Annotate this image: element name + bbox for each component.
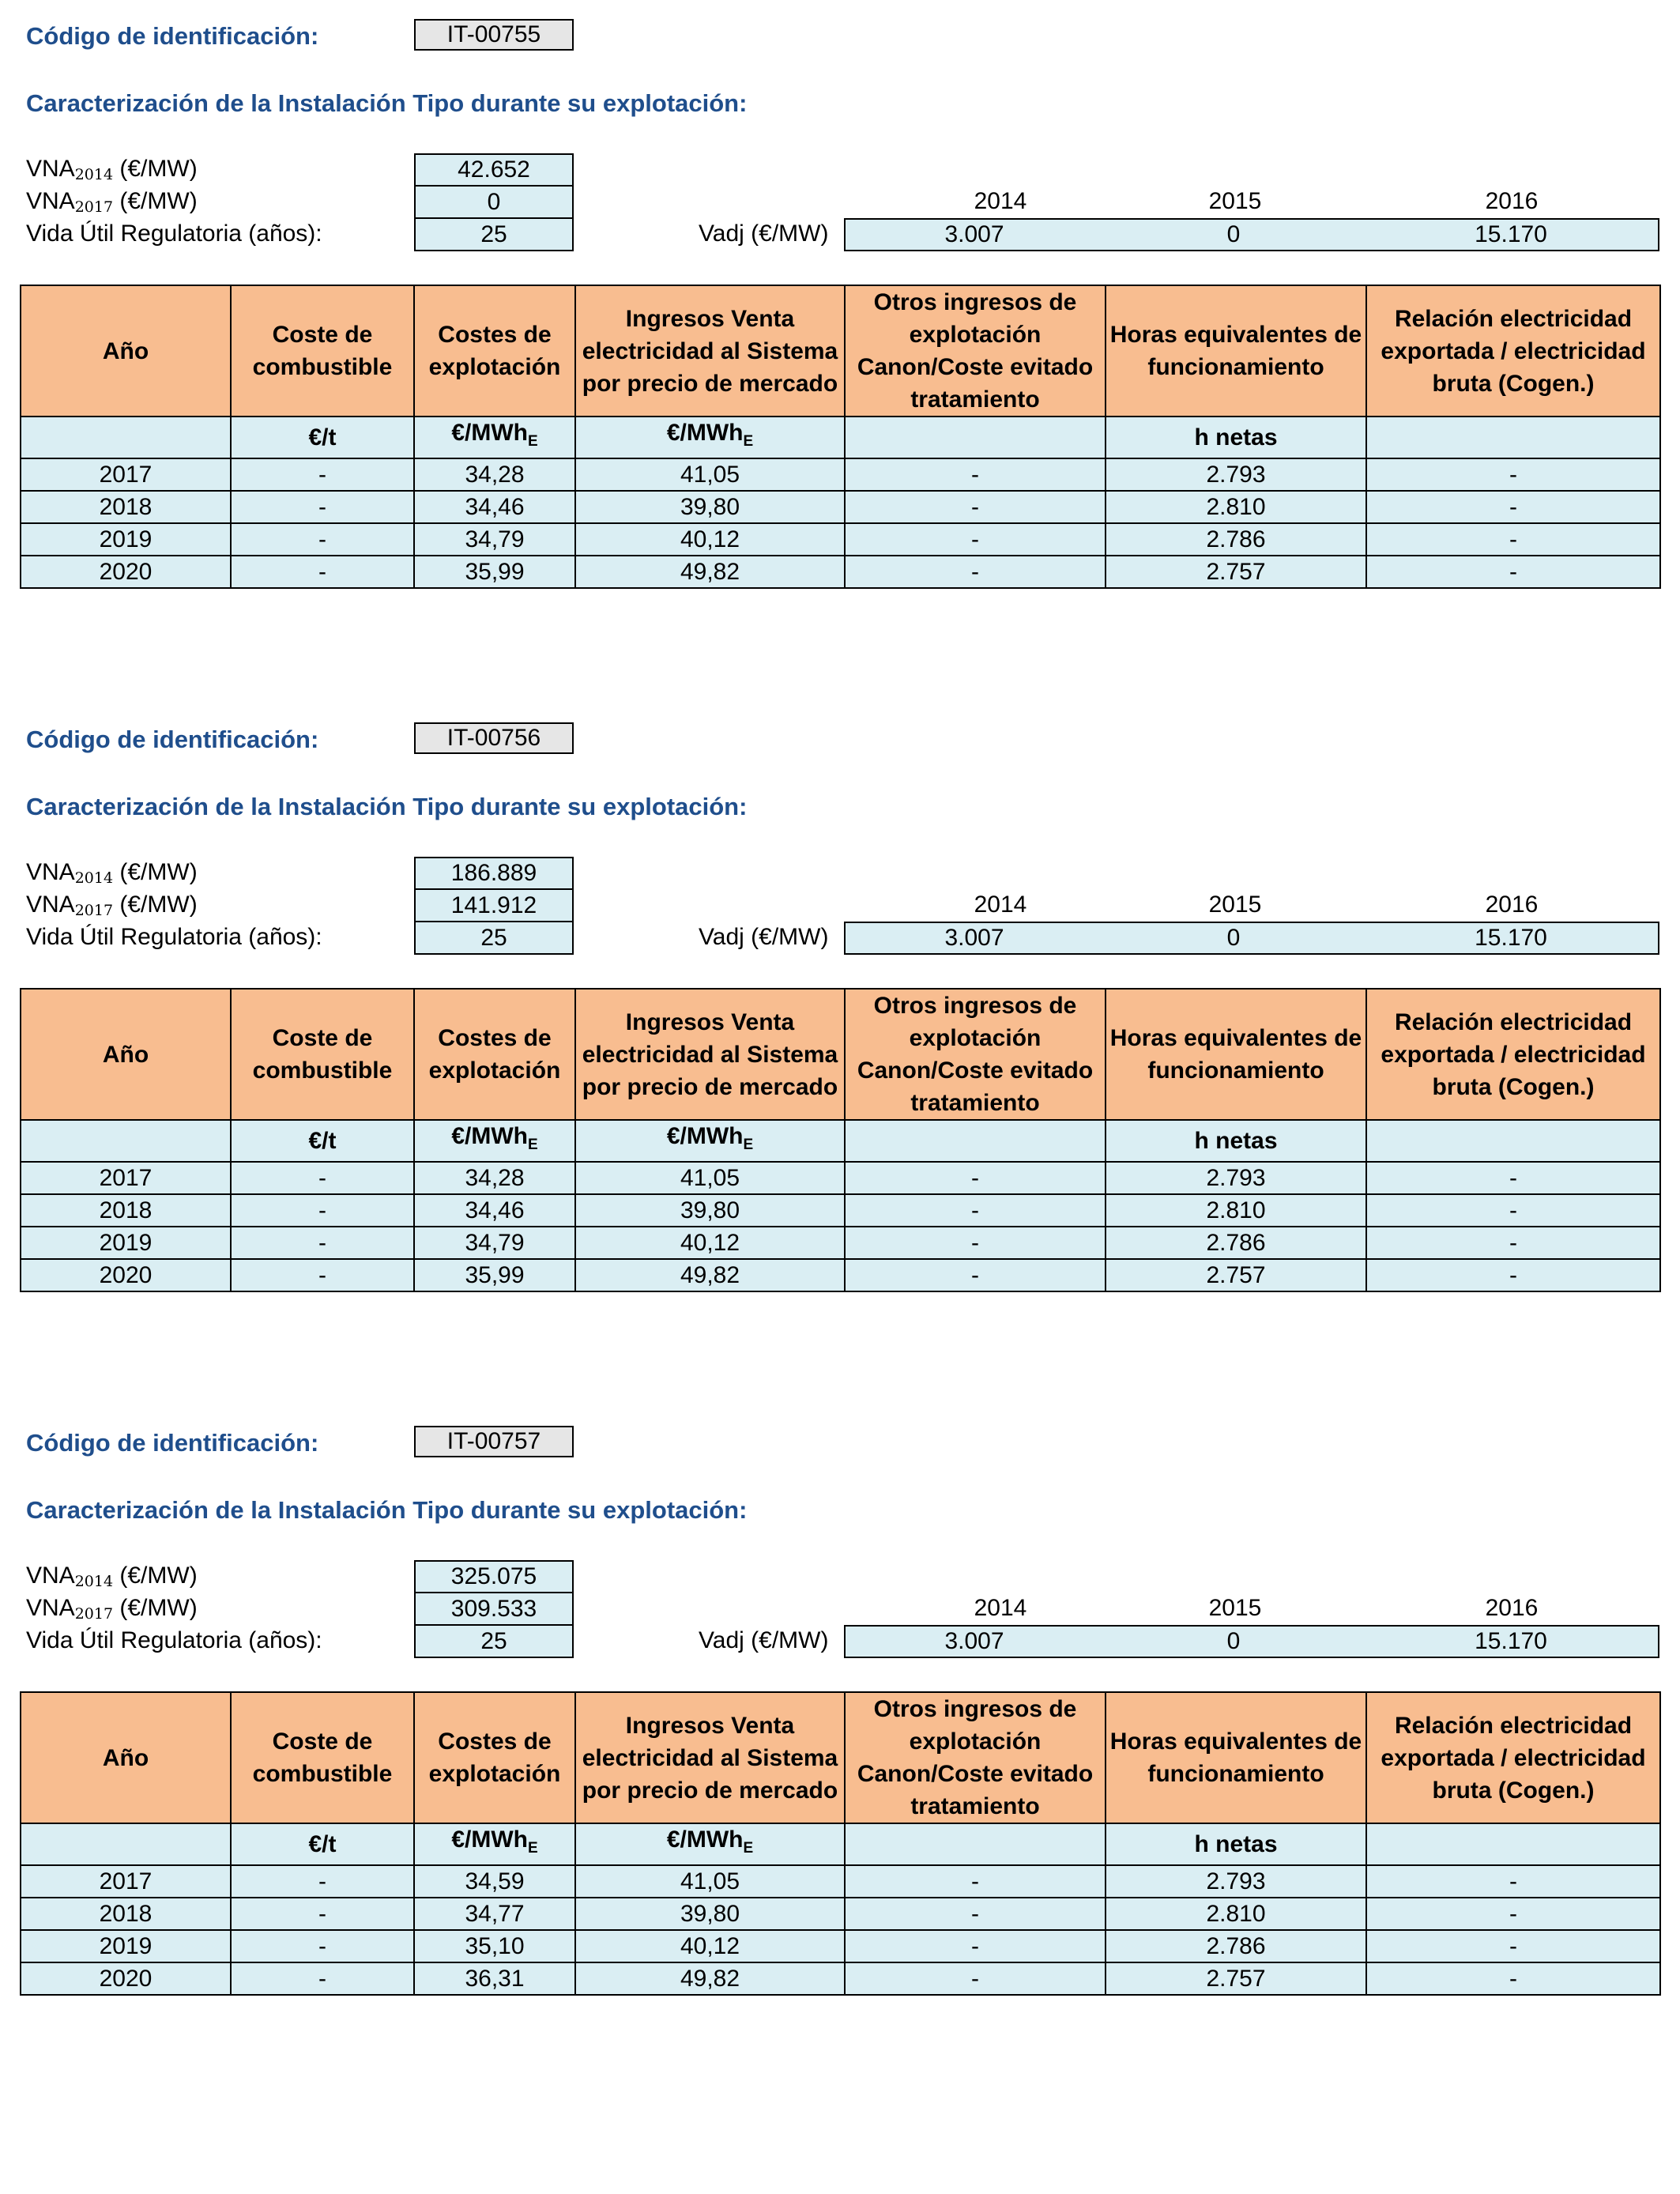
col-header-horas: Horas equivalentes de funcionamiento [1106, 989, 1366, 1120]
code-value: IT-00757 [414, 1426, 574, 1457]
cell-horas: 2.757 [1106, 1962, 1366, 1995]
cell-ingresos-venta: 39,80 [575, 1194, 845, 1227]
col-header-ano: Año [21, 285, 231, 417]
vadj-label: Vadj (€/MW) [699, 1627, 829, 1653]
vadj-year-2015: 2015 [1208, 188, 1262, 214]
vadj-year-2015: 2015 [1208, 892, 1262, 918]
table-row [21, 1259, 1660, 1291]
unit-otros-ingresos [845, 417, 1106, 458]
cell-ingresos-venta: 41,05 [575, 1162, 845, 1194]
cell-otros-ingresos: - [845, 1227, 1106, 1259]
vadj-year-2015: 2015 [1208, 1595, 1262, 1621]
cell-relacion: - [1366, 556, 1660, 588]
table-row [21, 1930, 1660, 1962]
cell-ingresos-venta: 49,82 [575, 1962, 845, 1995]
col-header-costes-explotacion: Costes de explotación [414, 989, 575, 1120]
cell-ano: 2019 [21, 1930, 231, 1962]
cell-coste-combustible: - [231, 1962, 414, 1995]
cell-ingresos-venta: 39,80 [575, 1898, 845, 1930]
caracterizacion-title: Caracterización de la Instalación Tipo durante su explotación: [26, 1496, 748, 1524]
unit-ano [21, 1120, 231, 1162]
cell-ano: 2020 [21, 556, 231, 588]
cell-costes-explotacion: 34,28 [414, 1162, 575, 1194]
col-header-relacion: Relación electricidad exportada / electricidad bruta (Cogen.) [1366, 285, 1660, 417]
cell-otros-ingresos: - [845, 491, 1106, 523]
vadj-year-2014: 2014 [974, 892, 1027, 918]
cell-ano: 2017 [21, 1865, 231, 1898]
cell-costes-explotacion: 34,28 [414, 458, 575, 491]
unit-costes-explotacion: €/MWh$_E$ [414, 1823, 575, 1865]
col-header-ano: Año [21, 989, 231, 1120]
unit-ingresos-venta: €/MWh$_E$ [575, 417, 845, 458]
code-value: IT-00755 [414, 19, 574, 51]
cell-costes-explotacion: 36,31 [414, 1962, 575, 1995]
vadj-2016-value: 15.170 [1364, 1625, 1659, 1658]
cell-otros-ingresos: - [845, 1962, 1106, 1995]
unit-horas: h netas [1106, 1823, 1366, 1865]
cell-coste-combustible: - [231, 1259, 414, 1291]
unit-ingresos-venta: €/MWh$_E$ [575, 1120, 845, 1162]
cell-relacion: - [1366, 1898, 1660, 1930]
installation-block [0, 703, 1680, 1407]
cell-horas: 2.810 [1106, 1194, 1366, 1227]
cell-relacion: - [1366, 523, 1660, 556]
cell-ingresos-venta: 40,12 [575, 523, 845, 556]
unit-costes-explotacion: €/MWh$_E$ [414, 417, 575, 458]
vadj-year-2014: 2014 [974, 188, 1027, 214]
table-row [21, 1194, 1660, 1227]
vadj-2016-value: 15.170 [1364, 218, 1659, 251]
cell-otros-ingresos: - [845, 1162, 1106, 1194]
col-header-ingresos-venta: Ingresos Venta electricidad al Sistema por precio de mercado [575, 285, 845, 417]
vadj-2014-value: 3.007 [844, 1625, 1105, 1658]
cell-coste-combustible: - [231, 1194, 414, 1227]
table-row [21, 1162, 1660, 1194]
unit-horas: h netas [1106, 1120, 1366, 1162]
vadj-year-2016: 2016 [1485, 892, 1539, 918]
vadj-label: Vadj (€/MW) [699, 221, 829, 247]
vna2014-value: 325.075 [414, 1560, 574, 1593]
vna2014-label: $VNA_{2014}$ (€/MW) [26, 156, 198, 183]
data-table [20, 1691, 1661, 1996]
cell-ano: 2018 [21, 1194, 231, 1227]
cell-coste-combustible: - [231, 1865, 414, 1898]
installation-block [0, 0, 1680, 703]
cell-coste-combustible: - [231, 523, 414, 556]
units-row [21, 1120, 1660, 1162]
caracterizacion-title: Caracterización de la Instalación Tipo durante su explotación: [26, 793, 748, 820]
cell-ano: 2017 [21, 1162, 231, 1194]
table-row [21, 1898, 1660, 1930]
vna2014-value: 186.889 [414, 857, 574, 890]
cell-ano: 2020 [21, 1962, 231, 1995]
cell-horas: 2.810 [1106, 1898, 1366, 1930]
cell-horas: 2.757 [1106, 556, 1366, 588]
codigo-label: Código de identificación: [26, 726, 319, 753]
vadj-2015-value: 0 [1103, 1625, 1365, 1658]
vadj-year-2016: 2016 [1485, 188, 1539, 214]
cell-otros-ingresos: - [845, 523, 1106, 556]
cell-horas: 2.757 [1106, 1259, 1366, 1291]
cell-costes-explotacion: 34,46 [414, 1194, 575, 1227]
unit-horas: h netas [1106, 417, 1366, 458]
header-row [21, 989, 1660, 1120]
cell-coste-combustible: - [231, 556, 414, 588]
table-row [21, 1227, 1660, 1259]
cell-otros-ingresos: - [845, 556, 1106, 588]
cell-ano: 2020 [21, 1259, 231, 1291]
col-header-otros-ingresos: Otros ingresos de explotación Canon/Coste evitado tratamiento [845, 285, 1106, 417]
caracterizacion-title: Caracterización de la Instalación Tipo durante su explotación: [26, 89, 748, 117]
vida-util-label: Vida Útil Regulatoria (años): [26, 221, 322, 247]
cell-coste-combustible: - [231, 491, 414, 523]
vida-util-value: 25 [414, 1626, 574, 1658]
vida-util-label: Vida Útil Regulatoria (años): [26, 924, 322, 950]
unit-ano [21, 1823, 231, 1865]
table-row [21, 491, 1660, 523]
cell-coste-combustible: - [231, 458, 414, 491]
col-header-coste-combustible: Coste de combustible [231, 989, 414, 1120]
cell-ano: 2019 [21, 523, 231, 556]
cell-relacion: - [1366, 458, 1660, 491]
cell-horas: 2.810 [1106, 491, 1366, 523]
col-header-relacion: Relación electricidad exportada / electricidad bruta (Cogen.) [1366, 989, 1660, 1120]
installation-block [0, 1407, 1680, 2110]
vadj-2015-value: 0 [1103, 218, 1365, 251]
cell-relacion: - [1366, 1194, 1660, 1227]
header-row [21, 285, 1660, 417]
cell-relacion: - [1366, 1865, 1660, 1898]
units-row [21, 1823, 1660, 1865]
cell-ano: 2017 [21, 458, 231, 491]
vadj-label: Vadj (€/MW) [699, 924, 829, 950]
cell-relacion: - [1366, 1930, 1660, 1962]
vida-util-value: 25 [414, 922, 574, 955]
cell-relacion: - [1366, 1962, 1660, 1995]
cell-horas: 2.786 [1106, 523, 1366, 556]
cell-otros-ingresos: - [845, 1898, 1106, 1930]
unit-coste-combustible: €/t [231, 417, 414, 458]
cell-relacion: - [1366, 491, 1660, 523]
data-table [20, 285, 1661, 589]
cell-relacion: - [1366, 1259, 1660, 1291]
cell-costes-explotacion: 34,59 [414, 1865, 575, 1898]
cell-costes-explotacion: 34,77 [414, 1898, 575, 1930]
units-row [21, 417, 1660, 458]
col-header-ingresos-venta: Ingresos Venta electricidad al Sistema por precio de mercado [575, 1692, 845, 1823]
codigo-label: Código de identificación: [26, 1429, 319, 1457]
unit-relacion [1366, 417, 1660, 458]
cell-otros-ingresos: - [845, 1194, 1106, 1227]
cell-otros-ingresos: - [845, 1930, 1106, 1962]
vna2017-label: $VNA_{2017}$ (€/MW) [26, 1595, 198, 1623]
cell-ingresos-venta: 40,12 [575, 1930, 845, 1962]
cell-horas: 2.793 [1106, 1865, 1366, 1898]
cell-coste-combustible: - [231, 1162, 414, 1194]
cell-costes-explotacion: 34,79 [414, 1227, 575, 1259]
vadj-2016-value: 15.170 [1364, 922, 1659, 955]
vna2017-value: 309.533 [414, 1593, 574, 1626]
col-header-horas: Horas equivalentes de funcionamiento [1106, 285, 1366, 417]
vna2014-value: 42.652 [414, 153, 574, 187]
unit-ingresos-venta: €/MWh$_E$ [575, 1823, 845, 1865]
header-row [21, 1692, 1660, 1823]
cell-horas: 2.786 [1106, 1930, 1366, 1962]
cell-ano: 2019 [21, 1227, 231, 1259]
vadj-2015-value: 0 [1103, 922, 1365, 955]
vna2017-value: 0 [414, 187, 574, 219]
cell-otros-ingresos: - [845, 1259, 1106, 1291]
unit-relacion [1366, 1823, 1660, 1865]
cell-ano: 2018 [21, 491, 231, 523]
cell-coste-combustible: - [231, 1898, 414, 1930]
cell-costes-explotacion: 34,46 [414, 491, 575, 523]
table-row [21, 556, 1660, 588]
data-table [20, 988, 1661, 1292]
vida-util-value: 25 [414, 219, 574, 251]
unit-costes-explotacion: €/MWh$_E$ [414, 1120, 575, 1162]
unit-ano [21, 417, 231, 458]
col-header-costes-explotacion: Costes de explotación [414, 285, 575, 417]
unit-coste-combustible: €/t [231, 1823, 414, 1865]
cell-coste-combustible: - [231, 1930, 414, 1962]
cell-coste-combustible: - [231, 1227, 414, 1259]
cell-horas: 2.786 [1106, 1227, 1366, 1259]
unit-otros-ingresos [845, 1823, 1106, 1865]
cell-horas: 2.793 [1106, 458, 1366, 491]
col-header-coste-combustible: Coste de combustible [231, 285, 414, 417]
cell-costes-explotacion: 35,99 [414, 1259, 575, 1291]
vadj-2014-value: 3.007 [844, 922, 1105, 955]
table-row [21, 1962, 1660, 1995]
cell-relacion: - [1366, 1227, 1660, 1259]
col-header-horas: Horas equivalentes de funcionamiento [1106, 1692, 1366, 1823]
vna2014-label: $VNA_{2014}$ (€/MW) [26, 859, 198, 887]
table-row [21, 523, 1660, 556]
cell-ingresos-venta: 41,05 [575, 1865, 845, 1898]
vadj-year-2016: 2016 [1485, 1595, 1539, 1621]
cell-ingresos-venta: 49,82 [575, 556, 845, 588]
unit-coste-combustible: €/t [231, 1120, 414, 1162]
unit-relacion [1366, 1120, 1660, 1162]
cell-otros-ingresos: - [845, 458, 1106, 491]
col-header-ingresos-venta: Ingresos Venta electricidad al Sistema por precio de mercado [575, 989, 845, 1120]
vna2017-label: $VNA_{2017}$ (€/MW) [26, 892, 198, 919]
cell-otros-ingresos: - [845, 1865, 1106, 1898]
vna2014-label: $VNA_{2014}$ (€/MW) [26, 1563, 198, 1590]
unit-otros-ingresos [845, 1120, 1106, 1162]
code-value: IT-00756 [414, 722, 574, 754]
codigo-label: Código de identificación: [26, 22, 319, 50]
col-header-otros-ingresos: Otros ingresos de explotación Canon/Coste evitado tratamiento [845, 1692, 1106, 1823]
cell-horas: 2.793 [1106, 1162, 1366, 1194]
table-row [21, 1865, 1660, 1898]
vadj-year-2014: 2014 [974, 1595, 1027, 1621]
cell-costes-explotacion: 35,10 [414, 1930, 575, 1962]
col-header-coste-combustible: Coste de combustible [231, 1692, 414, 1823]
cell-relacion: - [1366, 1162, 1660, 1194]
col-header-otros-ingresos: Otros ingresos de explotación Canon/Coste evitado tratamiento [845, 989, 1106, 1120]
cell-ingresos-venta: 41,05 [575, 458, 845, 491]
col-header-ano: Año [21, 1692, 231, 1823]
col-header-costes-explotacion: Costes de explotación [414, 1692, 575, 1823]
cell-costes-explotacion: 35,99 [414, 556, 575, 588]
vna2017-value: 141.912 [414, 890, 574, 922]
vadj-2014-value: 3.007 [844, 218, 1105, 251]
cell-ingresos-venta: 49,82 [575, 1259, 845, 1291]
cell-ingresos-venta: 40,12 [575, 1227, 845, 1259]
vida-util-label: Vida Útil Regulatoria (años): [26, 1627, 322, 1653]
cell-ingresos-venta: 39,80 [575, 491, 845, 523]
vna2017-label: $VNA_{2017}$ (€/MW) [26, 188, 198, 216]
cell-costes-explotacion: 34,79 [414, 523, 575, 556]
table-row [21, 458, 1660, 491]
cell-ano: 2018 [21, 1898, 231, 1930]
col-header-relacion: Relación electricidad exportada / electricidad bruta (Cogen.) [1366, 1692, 1660, 1823]
